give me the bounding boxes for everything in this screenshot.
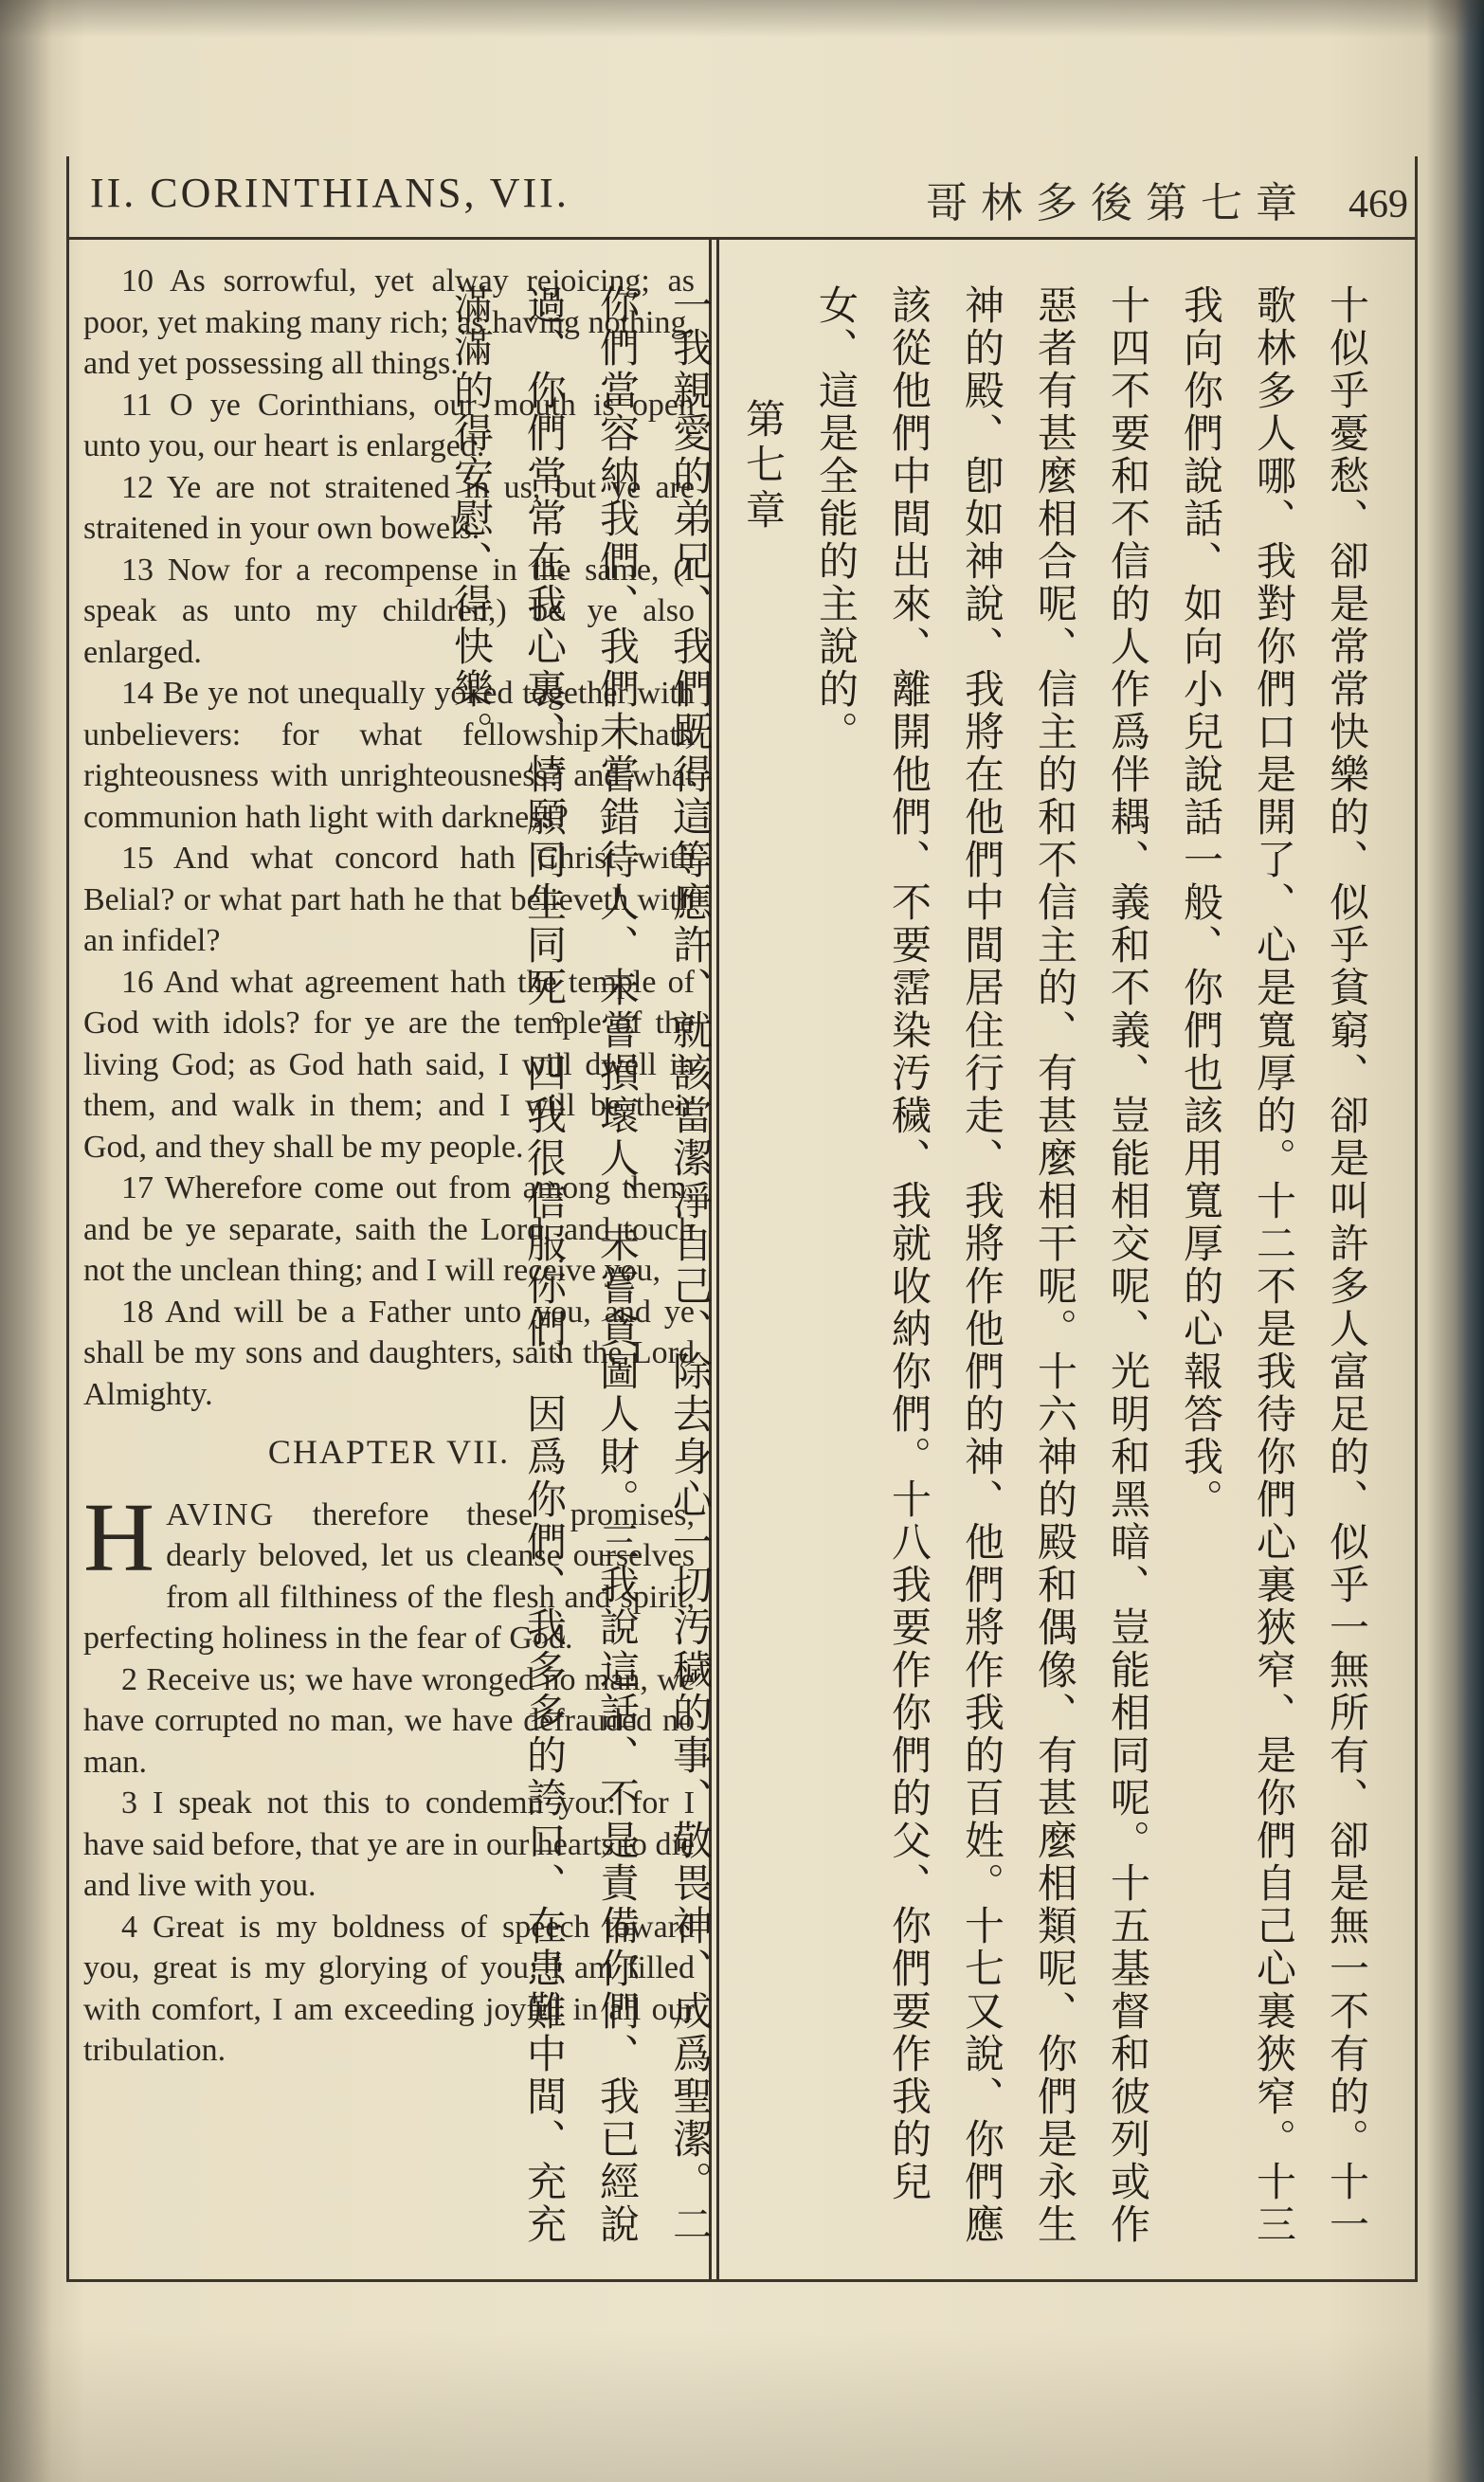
verse-1-text: therefore these promises, dearly beloved, let us cleanse ourselves from all filthiness of the flesh and spirit, perfecting holiness in the fear of God. xyxy=(83,1496,695,1656)
english-chapter-heading: CHAPTER VII. xyxy=(267,1433,511,1471)
english-verse-18: 18 And will be a Father unto you, and ye shall be my sons and daughters, saith the Lord Almighty. xyxy=(83,1294,695,1412)
english-verse-15: 15 And what concord hath Christ with Belial? or what part hath he that believeth with an infidel? xyxy=(83,841,695,958)
english-verse-16: 16 And what agreement hath the temple of God with idols? for ye are the temple of the living God; as God hath said, I will dwell in them, and walk in them; and I will be their God, and they shall be my people. xyxy=(83,964,695,1165)
page-number: 469 xyxy=(1348,183,1408,226)
english-verse-14: 14 Be ye not unequally yoked together with unbelievers: for what fellowship hath righteousness with unrighteousness? and what communion hath light with darkness? xyxy=(83,676,695,835)
drop-cap: H xyxy=(83,1482,155,1592)
english-verse-11: 11 O ye Corinthians, our mouth is open unto you, our heart is enlarged. xyxy=(83,387,695,463)
english-verse-13: 13 Now for a recompense in the same, (I speak as unto my children,) be ye also enlarged. xyxy=(83,552,695,670)
english-verse-4: 4 Great is my boldness of speech toward you, great is my glorying of you: I am filled with comfort, I am exceeding joyful in all our tribulation. xyxy=(83,1909,695,2068)
english-verse-12: 12 Ye are not straitened in us, but ye are straitened in your own bowels. xyxy=(83,469,695,546)
chinese-verses-10-13: 十似乎憂愁、卻是常常快樂的、似乎貧窮、卻是叫許多人富足的、似乎一無所有、卻是無一不有的。十一歌林多人哪、我對你們口是開了、心是寬厚的。十二不是我待你們心裏狹窄、是你們自己心裏狹窄。十三我向你們說話、如向小兒說話一般、你們也該用寬厚的心報答我。 xyxy=(1178,284,1370,2246)
english-verse-17: 17 Wherefore come out from among them, and be ye separate, saith the Lord, and touch not the unclean thing; and I will receive you, xyxy=(83,1170,695,1288)
verse-1-small-caps: AVING xyxy=(166,1496,276,1532)
page-top-shadow xyxy=(0,0,1484,38)
chinese-verses-1-4: 一我親愛的弟兄、我們既得這等應許、就該當潔淨自己、除去身心一切汚穢的事、敬畏神、成爲聖潔。二你們當容納我們、我們未嘗錯待人、未嘗損壞人、未嘗貪圖人財。三我說這話、不是責備你們、我已經說過、你們常常在我心裏、情願同生同死。四我很信服你們、因爲你們、我多多的誇口、在患難中間、充充滿滿的得安慰、得快樂。 xyxy=(448,284,714,2246)
running-header-right xyxy=(926,169,1408,229)
page-bottom-shadow xyxy=(0,2330,1484,2482)
running-title-chinese: 哥林多後第七章 xyxy=(926,179,1311,227)
chinese-column xyxy=(448,284,1384,2256)
chinese-verses-14-18: 十四不要和不信的人作爲伴耦、義和不義、豈能相交呢、光明和黑暗、豈能相同呢。十五基督和彼列或作惡者有甚麼相合呢、信主的和不信主的、有甚麼相干呢。十六神的殿和偶像、有甚麼相類呢、你們是永生神的殿、卽如神說、我將在他們中間居住行走、我將作他們的神、他們將作我的百姓。十七又說、你們應該從他們中間出來、離開他們、不要霑染汚穢、我就收納你們。十八我要作你們的父、你們要作我的兒女、這是全能的主說的。 xyxy=(813,284,1151,2246)
english-verse-2: 2 Receive us; we have wronged no man, we have corrupted no man, we have defrauded no man. xyxy=(83,1661,695,1780)
english-verse-3: 3 I speak not this to condemn you: for I have said before, that ye are in our hearts to die and live with you. xyxy=(83,1785,695,1903)
chinese-chapter-heading: 第七章 xyxy=(740,398,787,534)
header-rule xyxy=(66,237,1415,240)
english-verse-10: 10 As sorrowful, yet alway rejoicing; as poor, yet making many rich; as having nothing, and yet possessing all things. xyxy=(83,263,695,381)
running-title-english: II. CORINTHIANS, VII. xyxy=(90,170,570,216)
